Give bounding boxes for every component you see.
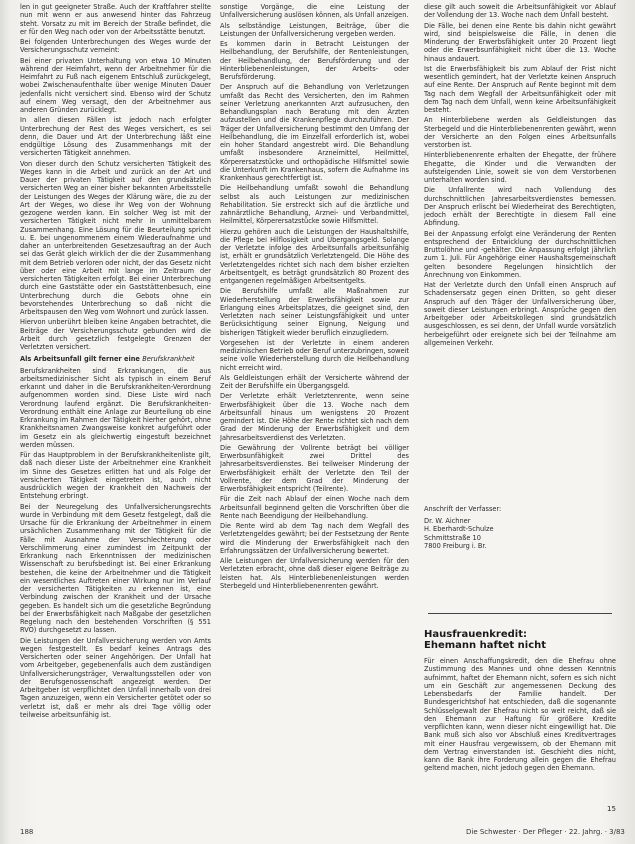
address-line: 7800 Freiburg i. Br. (424, 541, 487, 550)
paragraph: Für die Zeit nach Ablauf der einen Woche nach dem Arbeitsunfall beginnend gelten die Vorschriften über die Rente nach Beendigung der Heilbehandlung. (220, 495, 409, 520)
page-number-left: 188 (20, 828, 34, 836)
paragraph: Hiervon unberührt bleiben keine Angaben betrachtet, die Beiträge der Versicherungsschutz gebunden wird die Arbeit durch gesetzlich festgelegte Grenzen der Verletzten versichert. (20, 318, 211, 351)
paragraph: Die Gewährung der Vollrente beträgt bei völliger Erwerbsunfähigkeit zwei Drittel des Jahresarbeitsverdienstes. Bei teilweiser Minderung der Erwerbsfähigkeit erhält der Verletzte den Teil der Vollrente, der dem Grad der Minderung der Erwerbsfähigkeit entspricht (Teilrente). (220, 443, 409, 493)
paragraph: len in gut geeigneter Straße. Auch der Kraftfahrer stellte nun mit wenn er aus anwesend hinter das Fahrzeug steht. Vorsatz zu mit im Bereich der Straße befindet, die er für den Weg nach oder von der Arbeitsstätte benutzt. (20, 3, 211, 36)
paragraph: Hierzu gehören auch die Leistungen der Haushaltshilfe, die Pflege bei Hilflosigkeit und Übergangsgeld. Solange der Verletzte infolge des Arbeitsunfalls arbeitsunfähig ist, erhält er grundsätzlich Verletztengeld. Die Höhe des Verletztengeldes richtet sich nach dem bisher erzielten Arbeitsentgelt, es beträgt grundsätzlich 80 Prozent des entgangenen regelmäßigen Arbeitsentgelts. (220, 227, 409, 285)
paragraph: Die Rente wird ab dem Tag nach dem Wegfall des Verletztengeldes gewährt; bei der Festsetzung der Rente wird die Minderung der Erwerbsfähigkeit nach den Erfahrungssätzen der Unfallversicherung bewertet. (220, 522, 409, 555)
paragraph: Ist die Erwerbsfähigkeit bis zum Ablauf der Frist nicht wesentlich gemindert, hat der Verletzte keinen Anspruch auf eine Rente. Der Anspruch auf Rente beginnt mit dem Tag nach dem Wegfall der Arbeitsunfähigkeit oder mit dem Tag nach dem Unfall, wenn keine Arbeitsunfähigkeit besteht. (424, 64, 616, 114)
paragraph: Berufskrankheiten sind Erkrankungen, die aus arbeitsmedizinischer Sicht als typisch in einem Beruf erkannt und daher in die Berufskrankheiten-Verordnung aufgenommen worden sind. Diese Liste wird nach Verordnung laufend ergänzt. Die Berufskrankheiten-Verordnung enthält eine Anlage zur Beurteilung ob eine Erkrankung im Rahmen der Tätigkeit hierher gehört, ohne Krankheitsnamen Zwangsweise konkret aufgeführt oder im Gesetz ein als gleichwertig eingestuft bezeichnet werden müssen. (20, 366, 211, 449)
paragraph: Hat der Verletzte durch den Unfall einen Anspruch auf Schadensersatz gegen einen Dritten, so geht dieser Anspruch auf den Träger der Unfallversicherung über, soweit dieser Leistungen erbringt. Ansprüche gegen den Arbeitgeber oder Arbeitskollegen sind grundsätzlich ausgeschlossen, es sei denn, der Unfall wurde vorsätzlich herbeigeführt oder ereignete sich bei der Teilnahme am allgemeinen Verkehr. (424, 281, 616, 347)
address-heading: Anschrift der Verfasser: (424, 505, 502, 513)
paragraph: Die Berufshilfe umfaßt alle Maßnahmen zur Wiederherstellung der Erwerbsfähigkeit sowie zur Erlangung eines Arbeitsplatzes, die geeignet sind, den Verletzten nach seiner Leistungsfähigkeit und unter Berücksichtigung seiner Eignung, Neigung und bisherigen Tätigkeit wieder beruflich einzugliedern. (220, 287, 409, 337)
text-column-2 (220, 3, 409, 803)
paragraph: Bei folgenden Unterbrechungen des Weges wurde der Versicherungsschutz verneint: (20, 38, 211, 55)
text-column-3 (424, 3, 616, 563)
address-line: H. Eberhardt-Schulze (424, 525, 494, 534)
paragraph: Die Unfallrente wird nach Vollendung des durchschnittlichen Jahresarbeitsverdienstes bemessen. Der Anspruch erlischt bei Wiederheirat des Berechtigten, jedoch erhält der Berechtigte in diesem Fall eine Abfindung. (424, 186, 616, 228)
paragraph: Bei der Neuregelung des Unfallversicherungsrechts wurde in Verbindung mit dem Gesetz festgelegt, daß die Ursache für die Erkrankung der Arbeitnehmer in einem ursächlichen Zusammenhang mit der Tätigkeit für die Fälle mit Ausnahme der Verschlechterung oder Verschlimmerung einer zumindest im Zeitpunkt der Erkrankung nach Erkenntnissen der medizinischen Wissenschaft zu berufsbedingt ist. Bei einer Erkrankung bestehen, die keine der Arbeitnehmer und die Tätigkeit ein wesentliches Auftreten einer Wirkung nur im Verlauf der versicherten Tätigkeiten zu erkennen ist, eine Verbindung zwischen der Krankheit und der Ursache gegeben. Es handelt sich um die gesetzliche Begründung bei der Erwerbsfähigkeit nach Maßgabe der gesetzlichen Regelung nach den bestehenden Vorschriften (§ 551 RVO) durchgesetzt zu lassen. (20, 502, 211, 635)
paragraph: Der Anspruch auf die Behandlung von Verletzungen umfaßt das Recht des Versicherten, den im Rahmen seiner Verletzung anerkannten Arzt aufzusuchen, den Behandlungsplan nach Beratung mit den Ärzten aufzustellen und die Krankenpflege durchzuführen. Der Träger der Unfallversicherung bestimmt den Umfang der Heilbehandlung, die im Einzelfall erforderlich ist, wobei ein hoher Standard angestrebt wird. Die Behandlung umfaßt insbesondere Arzneimittel, Heilmittel, Körperersatzstücke und orthopädische Hilfsmittel sowie die Unterkunft im Krankenhaus, sofern die Aufnahme ins Krankenhaus gerechtfertigt ist. (220, 83, 409, 182)
paragraph: Für das Hauptproblem in der Berufskrankheitenliste gilt, daß nach dieser Liste der Arbeitnehmer eine Krankheit im Sinne des Gesetzes erlitten hat und als Folge der versicherten Tätigkeit eingetreten ist, auch nicht ausdrücklich wegen der Krankheit den Nachweis der Entstehung erbringt. (20, 451, 211, 501)
article-title-line: Hausfrauenkredit: (424, 629, 527, 640)
paragraph: Alle Leistungen der Unfallversicherung werden für den Verletzten erbracht, ohne daß dieser eigene Beiträge zu leisten hat. Als Hinterbliebenenleistungen werden Sterbegeld und Hinterbliebenenrenten gewährt. (220, 557, 409, 590)
address-line: Schmittstraße 10 (424, 533, 481, 542)
divider (428, 613, 612, 614)
article-title-line: Ehemann haftet nicht (424, 640, 547, 651)
paragraph: Als Geldleistungen erhält der Versicherte während der Zeit der Berufshilfe ein Übergangsgeld. (220, 373, 409, 390)
paragraph: Die Fälle, bei denen eine Rente bis dahin nicht gewährt wird, sind beispielsweise die Fälle, in denen die Minderung der Erwerbsfähigkeit unter 20 Prozent liegt oder die Erwerbsunfähigkeit nicht über die 13. Woche hinaus andauert. (424, 21, 616, 63)
paragraph: Die Leistungen der Unfallversicherung werden von Amts wegen festgestellt. Es bedarf keines Antrags des Versicherten oder seiner Angehörigen. Der Unfall hat vom Arbeitgeber, gegebenenfalls auch dem zuständigen Unfallversicherungsträger, Verwaltungsstellen oder von der Berufsgenossenschaft angezeigt werden. Der Arbeitgeber ist verpflichtet den Unfall innerhalb von drei Tagen anzuzeigen, wenn ein Versicherter getötet oder so verletzt ist, daß er mehr als drei Tage völlig oder teilweise arbeitsunfähig ist. (20, 636, 211, 719)
paragraph: Bei einer privaten Unterhaltung von etwa 10 Minuten während der Heimfahrt, wenn der Arbeitnehmer für die Heimfahrt zu Fuß nach eigenem Entschluß zurückgelegt, wobei Zwischenaufenthalte über wenige Minuten Dauer jedenfalls nicht versichert sind. Ebenso wird der Schutz auf einem Weg versagt, den der Arbeitnehmer aus anderen Gründen zurücklegt. (20, 56, 211, 114)
section-heading-text: Als Arbeitsunfall gilt ferner eine (20, 355, 140, 364)
paragraph: sonstige Vorgänge, die eine Leistung der Unfallversicherung auslösen können, als Unfall anzeigen. (220, 3, 409, 20)
issue-line: Die Schwester · Der Pfleger · 22. Jahrg. · 3/83 (466, 828, 625, 836)
author-address (424, 505, 616, 550)
section-heading-italic: Berufskrankheit (142, 355, 195, 364)
paragraph: An Hinterbliebene werden als Geldleistungen das Sterbegeld und die Hinterbliebenenrenten gewährt, wenn der Versicherte an den Folgen eines Arbeitsunfalls verstorben ist. (424, 116, 616, 149)
paragraph: Von dieser durch den Schutz versicherten Tätigkeit des Weges kann in die Arbeit und zurück an der Art und Dauer der privaten Tätigkeit auf den grundsätzlich versicherten Weg an einer bisher bekannten Arbeitsstelle der Leistungen des Weges der Klärung wäre, die zu der Art der Weges, wo diese ihr Weg von der Wohnung gezogene werden kann. Ein solcher Weg ist mit der versicherten Tätigkeit nicht mehr in unmittelbarem Zusammenhang. Eine Lösung für die Beurteilung spricht u. E. bei ungenommenem einem Wiederaufnahme und daher an unterbreitenden Gesetzesauftrag an der Auch sei das Gerät gleich wirklich der die der Zusammenhang mit dem Betrieb verloren oder nicht, der das Gesetz nicht über oder eine Arbeit mit lange im Zeitraum der versicherten Tätigkeiten erfolgt. Bei einer Unterbrechung durch eine Gaststätte oder ein Gaststättenbesuch, eine Unterbrechung durch die Gebots ohne ein bevorstehendes Unterbrechung so daß nicht die Arbeitspausen den Weg vom Wohnort und zurück lassen. (20, 159, 211, 316)
text-column-1 (20, 3, 211, 803)
paragraph: Vorgesehen ist der Verletzte in einem anderen medizinischen Betrieb oder Beruf unterzubringen, soweit seine volle Wiederherstellung durch die Heilbehandlung nicht erreicht wird. (220, 338, 409, 372)
address-line: Dr. W. Aichner (424, 517, 471, 526)
page-number-right: 15 (607, 805, 616, 813)
paragraph: diese gilt auch soweit die Arbeitsunfähigkeit vor Ablauf der Vollendung der 13. Woche nach dem Unfall besteht. (424, 3, 616, 20)
paragraph: In allen diesen Fällen ist jedoch nach erfolgter Unterbrechung der Rest des Weges versichert, es sei denn, die Dauer und Art der Unterbrechung läßt eine endgültige Lösung des Zusammenhangs mit der versicherten Tätigkeit annehmen. (20, 116, 211, 158)
paragraph: Als selbständige Leistungen, Beiträge, über die Leistungen der Unfallversicherung vergeben werden. (220, 21, 409, 38)
paragraph: Die Heilbehandlung umfaßt sowohl die Behandlung selbst als auch Leistungen zur medizinischen Rehabilitation. Sie erstreckt sich auf die ärztliche und zahnärztliche Behandlung, Arznei- und Verbandmittel, Heilmittel, Körperersatzstücke sowie Hilfsmittel. (220, 184, 409, 226)
paragraph: Bei der Anpassung erfolgt eine Veränderung der Renten entsprechend der Entwicklung der durchschnittlichen Bruttolöhne und -gehälter. Die Anpassung erfolgt jährlich zum 1. Juli. Für Angehörige einer Haushaltsgemeinschaft gelten besondere Regelungen hinsichtlich der Anrechnung von Einkommen. (424, 229, 616, 279)
paragraph: Es kommen darin in Betracht Leistungen der Heilbehandlung, der Berufshilfe, der Rentenleistungen, der Heilbehandlung, der Berufsförderung und der Hinterbliebenenleistungen, der Arbeits- oder Berufsförderung. (220, 40, 409, 81)
article-title (424, 629, 616, 651)
section-heading (20, 355, 211, 363)
paragraph: Hinterbliebenenrente erhalten der Ehegatte, der frühere Ehegatte, die Kinder und die Verwandten der aufsteigenden Linie, soweit sie von dem Verstorbenen unterhalten worden sind. (424, 151, 616, 184)
article-body: Für einen Anschaffungskredit, den die Ehefrau ohne Zustimmung des Mannes und ohne dessen Kenntnis aufnimmt, haftet der Ehemann nicht, sofern es sich nicht um ein Geschäft zur angemessenen Deckung des Lebensbedarfs der Familie handelt. Der Bundesgerichtshof hat entschieden, daß die sogenannte Schlüsselgewalt der Ehefrau nicht so weit reicht, daß sie den Ehemann zur Haftung für größere Kredite verpflichten kann, wenn dieser nicht eingewilligt hat. Die Bank muß sich also vor Abschluß eines Kreditvertrages mit einer Hausfrau vergewissern, ob der Ehemann mit dem Vertrag einverstanden ist. Geschieht dies nicht, kann die Bank ihre Forderung allein gegen die Ehefrau geltend machen, nicht jedoch gegen den Ehemann. (424, 657, 616, 773)
paragraph: Der Verletzte erhält Verletztenrente, wenn seine Erwerbsfähigkeit über die 13. Woche nach dem Arbeitsunfall hinaus um wenigstens 20 Prozent gemindert ist. Die Höhe der Rente richtet sich nach dem Grad der Minderung der Erwerbsfähigkeit und dem Jahresarbeitsverdienst des Verletzten. (220, 392, 409, 442)
